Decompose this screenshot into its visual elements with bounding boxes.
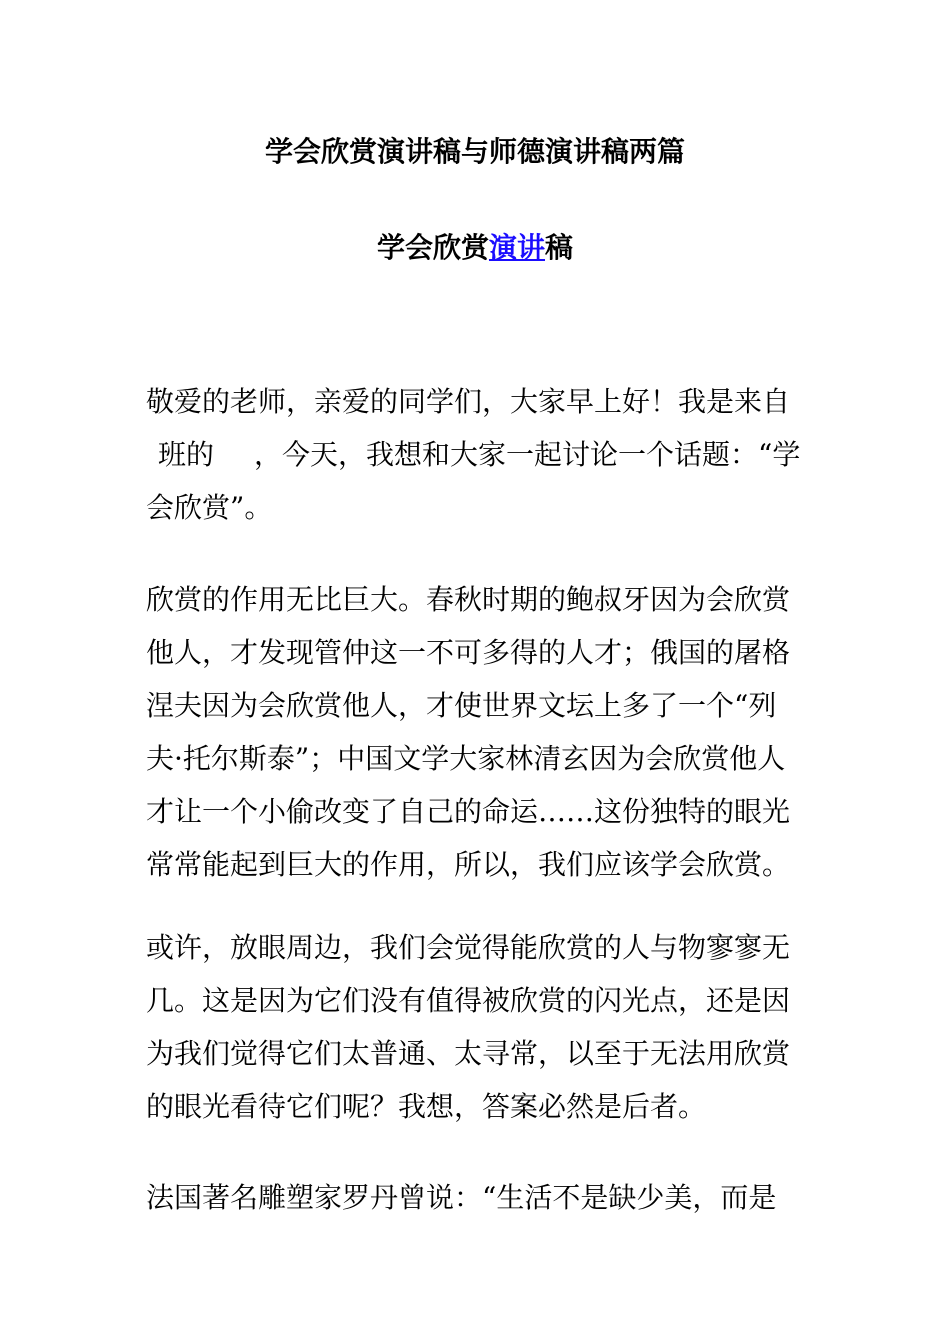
speech-subtitle [0,226,950,270]
paragraph-line: 才让一个小偷改变了自己的命运……这份独特的眼光 [146,795,791,828]
class-blank-label: 班的 [158,438,215,471]
paragraph-importance [146,573,810,891]
paragraph-reflection [146,921,810,1133]
paragraph-line: 敬爱的老师，亲爱的同学们，大家早上好！我是来自 [146,385,791,418]
paragraph-line: 为我们觉得它们太普通、太寻常，以至于无法用欣赏 [146,1037,791,1070]
paragraph-line: 欣赏的作用无比巨大。春秋时期的鲍叔牙因为会欣赏 [146,583,791,616]
paragraph-line: 或许，放眼周边，我们会觉得能欣赏的人与物寥寥无 [146,931,791,964]
paragraph-line: 他人，才发现管仲这一不可多得的人才；俄国的屠格 [146,636,791,669]
subtitle-link[interactable]: 演讲 [488,231,545,264]
paragraph-line: 的眼光看待它们呢？我想，答案必然是后者。 [146,1090,707,1123]
paragraph-line: 会欣赏”。 [146,491,273,524]
paragraph-line: 常常能起到巨大的作用，所以，我们应该学会欣赏。 [146,848,791,881]
paragraph-greeting [146,375,810,534]
document-title: 学会欣赏演讲稿与师德演讲稿两篇 [264,135,685,168]
topic-intro-text: ，今天，我想和大家一起讨论一个话题：“学 [254,438,801,471]
paragraph-line: 夫·托尔斯泰”；中国文学大家林清玄因为会欣赏他人 [146,742,786,775]
paragraph-line: 几。这是因为它们没有值得被欣赏的闪光点，还是因 [146,984,791,1017]
subtitle-text-before: 学会欣赏 [376,231,489,264]
paragraph-line: 法国著名雕塑家罗丹曾说：“生活不是缺少美，而是 [146,1181,777,1214]
paragraph-line: 涅夫因为会欣赏他人，才使世界文坛上多了一个“列 [146,689,777,722]
paragraph-quote [146,1171,810,1224]
subtitle-text-after: 稿 [545,231,574,264]
paragraph-line-with-blanks [146,428,810,481]
